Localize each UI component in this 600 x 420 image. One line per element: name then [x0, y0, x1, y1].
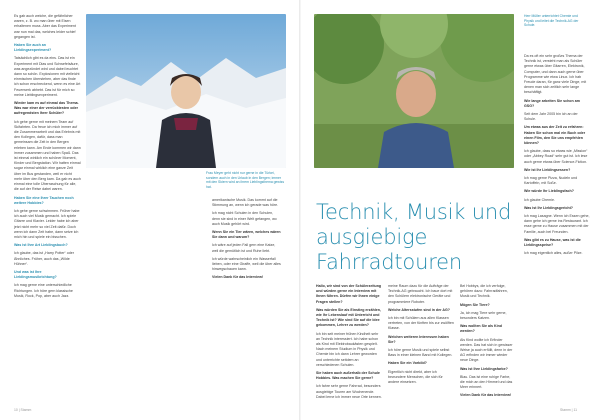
body-paragraph: Ich gehe gerne mit meinem Team auf Skifahrten. Da freue ich mich immer auf die Zusammenarbeit und das Erlebnis mit den Kollegen, dafür, dass man gemeinsam die Zeit in den Bergen erleben kann. Am Ende kommen wir dann immer zusammen und haben Spaß. Das ist einmal wirklich ein schöner Moment, Kinder und Bergstation. Wir hatten einmal sogar einmal wirklich eine ganze Zeit über im Bus gestanden, weil er nicht mehr über den Berg kam. Da gab es auch einmal eine tolle Überraschung für alle, die auf der Reise dabei waren.	[14, 119, 81, 192]
body-paragraph: Ich bin mit Schülern aus allen Klassen vertreten, von der fünften bis zur zwölften Klasse.	[388, 316, 454, 331]
body-paragraph: amerikanische Musik. Das kommt auf die Stimmung an, wenn ich gerade was höre.	[212, 198, 279, 208]
interview-question: Was wollten Sie als Kind werden?	[460, 324, 503, 334]
right-column-2	[316, 284, 382, 403]
interview-question: Haben Sie ein Vorbild?	[388, 361, 427, 366]
body-paragraph: Ich höre gerne Musik und spiele selbst Bass in einer kleinen Band mit Kollegen.	[388, 348, 453, 358]
interview-question: Haben Sie auch an Lieblingsexperiment?	[14, 43, 52, 53]
interview-question: Haben Sie eine Ihrer Tauchen noch weitere Hobbies?	[14, 195, 74, 205]
title-line-3: Fahrradtouren	[316, 250, 462, 274]
article-title	[316, 200, 516, 275]
interview-question: Um etwas aus der Zeit zu erfahren: Haben Sie schon mal ein Buch oder einen Film, den Sie uns empfehlen können?	[524, 125, 586, 146]
body-paragraph: Ich gehe gerne schwimmen. Früher habe ich auch viel Musik gemacht. Ich spiele Gitarre und Klavier. Leider habe ich aber jetzt nicht mehr so viel Zeit dafür. Doch wenn ich dann Zeit habe, dann setze ich mich hin und spiele ein bisschen.	[14, 208, 80, 239]
left-page-number: 10 | Stamm	[14, 408, 32, 412]
page-gutter	[299, 0, 301, 420]
body-paragraph: Es gab auch welche, die gefährlicher waren, z. B. wo man über mit Eisen erhaltenen muss. Aber das Experiment war nun mal das, welches leider schief gegangen ist.	[14, 14, 76, 39]
body-paragraph: Ich würde wahrscheinlich ein Wasserfall lieben, oder eine Giraffe, weil die über alles hinwegschauen kann.	[212, 256, 281, 272]
body-paragraph: Eigentlich nicht direkt, aber ich bewundere Menschen, die sich für andere einsetzen.	[388, 369, 443, 385]
right-column-1	[524, 54, 590, 260]
body-paragraph: Tatsächlich gibt es da eins. Das ist ein Experiment mit Dias und Schwefelsäure, was angezündet wird und dabei leuchtet dann so schön. Explosionen mit vielleicht einmischen überstehen, aber das finde ich schon erschreckend, wenn es eine Art Feuerwerk abhebt. Das ist für mich so meine Lieblingsexperiment.	[14, 56, 81, 97]
right-page-number: Stamm | 11	[560, 408, 578, 412]
interview-question: Vielen Dank für das Interview!	[460, 393, 512, 398]
body-paragraph: Ich mag eigentlich alles, außer Pilze.	[524, 251, 583, 256]
interview-question: Und was ist Ihre Lieblingsmusikrichtung?	[14, 269, 57, 280]
body-paragraph: Ich glaube, das ist „Harry Potter“ oder Ähnliches. Früher, auch das „Wilde Hühner“.	[14, 251, 74, 266]
interview-question: Vielen Dank für das Interview!	[212, 275, 264, 280]
interview-question: Welchen weiteren Interessen haben Sie?	[388, 334, 449, 344]
interview-question: Wie ist Ihr Lieblingsessen?	[524, 167, 571, 172]
interview-question: Was ist Ihre Lieblingsfarbe?	[460, 366, 508, 371]
portrait-photo	[314, 14, 514, 168]
body-paragraph: Ich glaube, dass so etwas wie „Mission“ oder „Abbey Road“ sehr gut ist. Ich lese auch gerne etwas über Science-Fiction.	[524, 149, 588, 164]
body-paragraph: Da es oft ein sehr großes Thema der Technik ist, versteht man als Schüler gerne etwas über Gitarren, Elektronik, Computer, und dann auch gerne über Programme wie etwa Linux. Ich hab Freude daran, für ganz viele Dinge, mit denen man sich zeitlich sehr lange beschäftigt.	[524, 54, 587, 95]
interview-question: Was ist Ihr Lieblingsgericht?	[524, 205, 573, 210]
left-column-2	[212, 198, 282, 284]
left-column-1	[14, 14, 81, 302]
portrait-photo-caption: Herr Müller unterrichtet Chemie und Physik und leitet die Technik-AG der Schule.	[524, 14, 579, 28]
right-column-3	[388, 284, 454, 388]
title-line-1: Technik, Musik und	[316, 200, 512, 224]
body-paragraph: meine Raum dazu für die Aufträge der Technik-AG gebraucht. Ich baue dort mit den Schülern elektronische Geräte und programmiere Roboter.	[388, 284, 453, 304]
interview-question: Hallo, wir sind von der Schülerzeitung und würden gerne ein Interview mit Ihnen führen. Dürfen wir Ihnen einige Fragen stellen?	[316, 284, 382, 304]
skier-photo-caption: Frau Meyer geht nicht nur gerne in die Türkei, sondern auch in den Urlaub in den Bergen; immer mit den Skiern wird an ihrem Lieblingsthema gewiss hat.	[206, 171, 285, 189]
interview-question: Wenn Sie ein Tier wären, welches wären Sie dann und warum?	[212, 230, 281, 240]
body-paragraph: Als Kind wollte ich Erfinder werden. Das hat sich in gewisser Weise ja auch erfüllt, denn in der AG erfinden wir immer wieder neue Dinge.	[460, 337, 513, 363]
body-paragraph: Ich mag gerne eine unterschiedliche Richtungen. Ich höre gern klassische Musik, Rock, Pop, aber auch Jazz.	[14, 283, 73, 298]
interview-question: Was gibt es zu Hause, was ist die Lieblingsspeise?	[524, 237, 581, 248]
body-paragraph: Ich glaube Chemie.	[524, 197, 555, 202]
interview-question: Wie würde Ihr Lieblingsfach?	[524, 189, 574, 194]
interview-question: Sie haben auch außerhalb der Schule Hobbies. Was machen Sie gerne?	[316, 371, 380, 381]
interview-question: Mögen Sie Tiere?	[460, 302, 490, 307]
interview-question: Welche Altersstufen sind in der AG?	[388, 307, 450, 312]
right-column-4	[460, 284, 516, 402]
body-paragraph: Ich bin seit meiner frühen Kindheit sehr an Technik interessiert. Ich habe schon als Kind mit Elektrobaukästen gespielt. Nach meinem Studium in Physik und Chemie bin ich dann Lehrer geworden und unterrichte seitdem an verschiedenen Schulen.	[316, 331, 379, 367]
interview-question: Wieder kam es auf einmal das Thema. Was war einer der verrücktesten oder aufregendsten Ihrer Schüler?	[14, 101, 79, 116]
body-paragraph: Ich mag gerne Pizza, Nudeln und Kartoffeln, mit Soße.	[524, 176, 578, 186]
body-paragraph: Ja, ich mag Tiere sehr gerne, besonders Katzen.	[460, 310, 507, 321]
body-paragraph: Seit dem Jahr 2005 bin ich an der Schule.	[524, 112, 578, 122]
interview-question: Was würden Sie als Einstieg erzählen, wie Ihr Lebenslauf mit Unterricht und Technik ist? Wie sind Sie auf die Idee gekommen, Lehrer zu werden?	[316, 307, 381, 328]
skier-photo-illustration	[86, 14, 286, 168]
body-paragraph: Ich fahre sehr gerne Fahrrad, besonders ausgiebige Touren am Wochenende. Dabei lerne ich immer neue Orte kennen.	[316, 384, 382, 399]
body-paragraph: Bei Hobbys, die ich verfolge, gehören dazu: Fahrradfahren, Musik und Technik.	[460, 284, 508, 299]
body-paragraph: Ich mag Lasagne. Wenn ich Essen gehe, dann gehe ich gerne ins Restaurant. Ich esse gerne zu Hause zusammen mit der Familie, auch bei Freunden.	[524, 214, 590, 234]
title-line-2: ausgiebige	[316, 225, 428, 249]
body-paragraph: Ich wäre auf jeden Fall gern eine Katze, weil die gemütlich ist und Ruhe liebt.	[212, 243, 276, 253]
portrait-photo-illustration	[314, 14, 514, 168]
body-paragraph: Ich mag nicht Schulen in den Schulen, denn sie sind in einer Welt gefangen, wo auch Musik gehört wird.	[212, 211, 277, 226]
interview-question: Wie lange arbeiten Sie schon am GSG?	[524, 98, 580, 108]
skier-photo	[86, 14, 286, 168]
body-paragraph: Blau. Das ist eine ruhige Farbe, die mich an den Himmel und das Meer erinnert.	[460, 374, 513, 390]
interview-question: Was ist Ihre Art Lieblingsbuch?	[14, 243, 68, 248]
